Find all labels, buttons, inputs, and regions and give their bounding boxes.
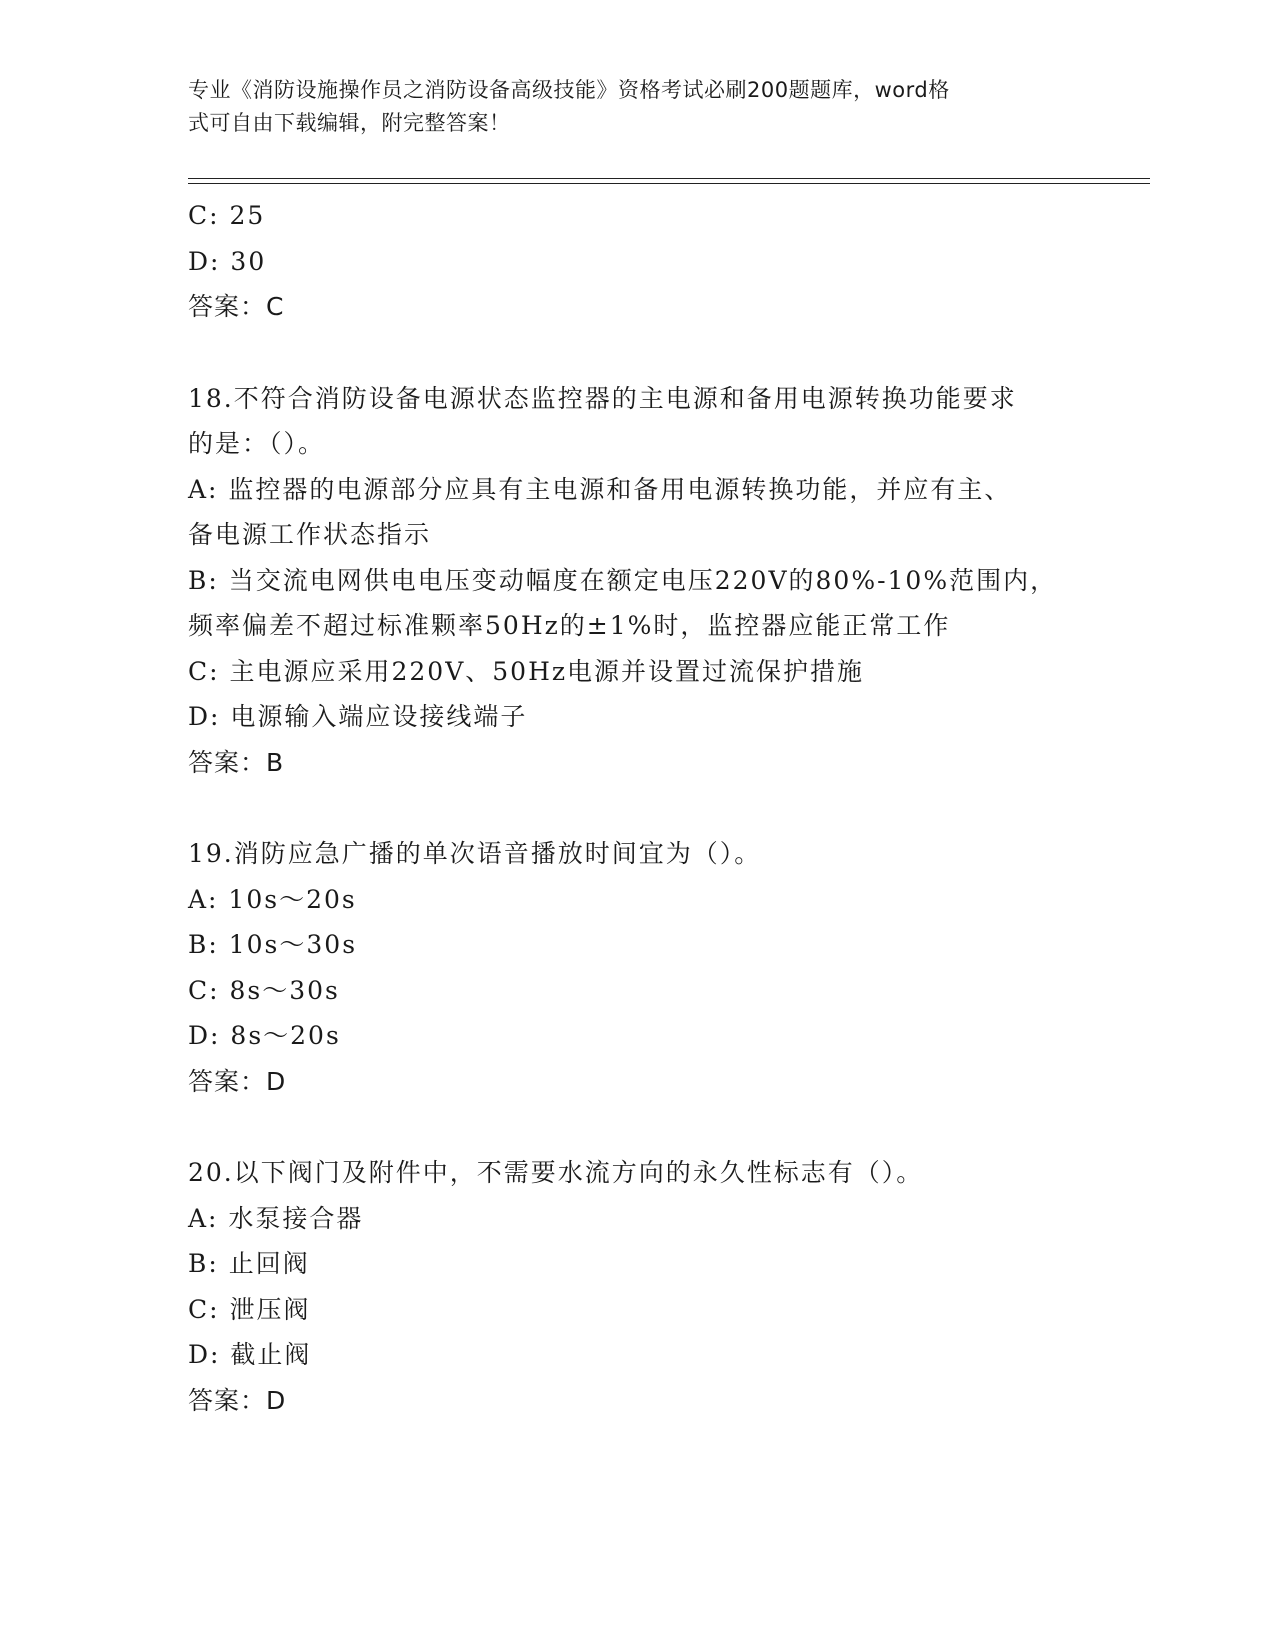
option-b: B: 当交流电网供电电压变动幅度在额定电压220V的80%-10%范围内，: [188, 565, 1058, 595]
answer-label: 答案：D: [188, 1066, 287, 1096]
question-stem: 20.以下阀门及附件中，不需要水流方向的永久性标志有（）。: [188, 1158, 924, 1187]
question-20: [188, 1150, 1088, 1423]
question-18: [188, 376, 1088, 786]
option-a-continued: 备电源工作状态指示: [188, 520, 432, 549]
question-19: [188, 831, 1088, 1104]
option-a: A: 水泵接合器: [188, 1203, 364, 1233]
header-divider-top: [188, 178, 1150, 179]
header-title-line-1: 专业《消防设施操作员之消防设备高级技能》资格考试必刷200题题库，word格: [188, 78, 950, 102]
spacer: [188, 785, 1088, 831]
header-divider-bottom: [188, 183, 1150, 184]
option-b: B: 止回阀: [188, 1249, 310, 1278]
option-c: C: 25: [188, 201, 266, 230]
question-stem-continued: 的是：（）。: [188, 429, 326, 458]
document-header: [188, 74, 1068, 140]
answer-label: 答案：C: [188, 292, 285, 321]
answer-label: 答案：D: [188, 1385, 287, 1415]
option-c: C: 主电源应采用220V、50Hz电源并设置过流保护措施: [188, 656, 865, 686]
spacer: [188, 1104, 1088, 1150]
spacer: [188, 330, 1088, 376]
question-stem: 18.不符合消防设备电源状态监控器的主电源和备用电源转换功能要求: [188, 383, 1017, 413]
question-17-continued: [188, 193, 1088, 330]
option-b: B: 10s～30s: [188, 930, 358, 959]
option-b-continued: 频率偏差不超过标准颗率50Hz的±1%时，监控器应能正常工作: [188, 611, 951, 640]
option-d: D: 8s～20s: [188, 1021, 341, 1050]
answer-label: 答案：B: [188, 747, 285, 777]
option-a: A: 监控器的电源部分应具有主电源和备用电源转换功能，并应有主、: [188, 474, 1012, 504]
option-d: D: 电源输入端应设接线端子: [188, 702, 528, 731]
option-d: D: 截止阀: [188, 1340, 312, 1369]
question-stem: 19.消防应急广播的单次语音播放时间宜为（）。: [188, 839, 762, 868]
option-c: C: 泄压阀: [188, 1294, 311, 1324]
question-list: [188, 193, 1088, 1423]
option-a: A: 10s～20s: [188, 884, 357, 914]
header-title-line-2: 式可自由下载编辑，附完整答案！: [188, 111, 511, 135]
option-d: D: 30: [188, 246, 267, 276]
option-c: C: 8s～30s: [188, 975, 340, 1005]
